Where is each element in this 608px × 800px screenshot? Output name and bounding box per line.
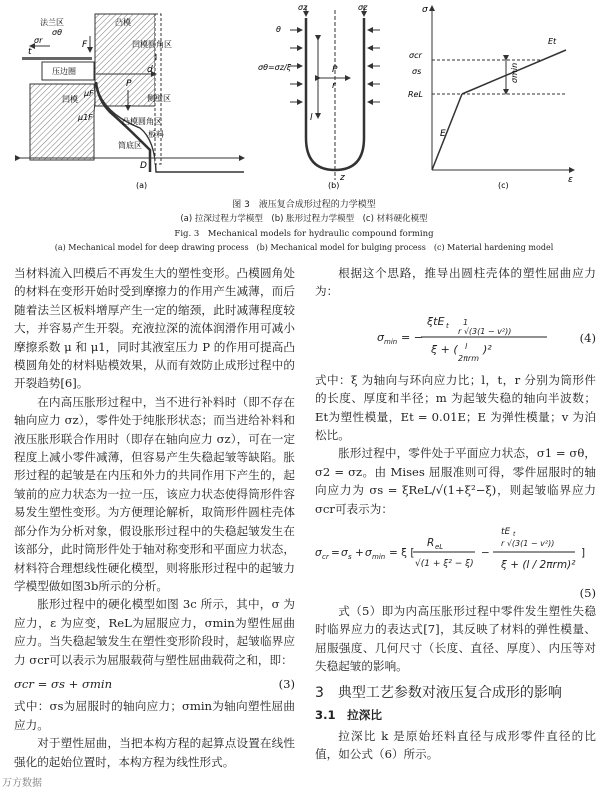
svg-text:+: + — [355, 547, 364, 560]
equation-5 — [315, 520, 596, 586]
label-t: t — [28, 47, 32, 57]
svg-text:t: t — [446, 321, 449, 330]
label-flange: 法兰区 — [40, 18, 64, 27]
punch-shape — [95, 14, 155, 106]
subfigure-b-tag: (b) — [328, 181, 340, 190]
subfigure-a — [20, 14, 244, 190]
svg-text:ξ + (: ξ + ( — [431, 342, 458, 356]
equation-4-render — [315, 305, 596, 369]
subfigure-a-tag: (a) — [136, 181, 148, 190]
caption-en-title: Fig. 3 Mechanical models for hydraulic compound forming — [174, 229, 434, 239]
label-P-b: P — [332, 65, 338, 75]
label-epsilon: ε — [568, 175, 573, 185]
right-paragraph-3: 胀形过程中，零件处于平面应力状态，σ1 = σθ，σ2 = σz。由 Mises 屈服准则可得，零件屈服时的轴向应力为 σs = ξReL/√(1+ξ²−ξ)，则起皱临界应力 σcr可表示为： — [315, 446, 596, 516]
label-theta: θ — [276, 25, 281, 34]
equation-3: σcr = σs + σmin — [14, 676, 113, 691]
left-column — [14, 264, 295, 771]
left-paragraph-5: 对于塑性屈曲，当把本构方程的起算点设置在线性强化的起始位置时，本构方程为线性形式。 — [14, 736, 295, 769]
equation-4 — [315, 305, 596, 369]
svg-text:ξtE: ξtE — [427, 314, 445, 328]
left-paragraph-1: 当材料流入凹模后不再发生大的塑性变形。凸模圆角处的材料在变形开始时受到摩擦力的作用产生减薄，而后随着法兰区板料增厚产生一定的缩颈，此时减薄程度较大，并容易产生开裂。充液拉深的流体润滑作用可减小摩擦系数 μ 和 μ1，同时其液室压力 P 的作用可提高凸模圆角处的材料贴模效果，从而有效防止成形过程中的开裂趋势[6]。 — [14, 266, 295, 391]
subfigure-c — [408, 5, 574, 190]
svg-text:σ: σ — [341, 547, 348, 560]
svg-text:R: R — [427, 537, 435, 550]
label-die-corner: 凹模圆角区 — [132, 40, 172, 49]
svg-text:σ: σ — [377, 330, 384, 344]
label-sheet: 板料 — [148, 130, 164, 139]
svg-text:)²: )² — [483, 342, 492, 356]
label-die: 凹模 — [62, 95, 78, 104]
caption-zh-title: 图 3 液压复合成形过程的力学模型 — [232, 200, 376, 210]
svg-text:=: = — [331, 547, 340, 560]
svg-text:min: min — [372, 553, 386, 562]
label-z: z — [340, 173, 345, 183]
caption-en-sub: (a) Mechanical model for deep drawing process (b) Mechanical model for bulging process (c) Material hardening model — [54, 243, 554, 252]
right-column — [315, 264, 596, 763]
svg-text:= ξ [: = ξ [ — [389, 547, 415, 560]
svg-text:l: l — [465, 341, 468, 351]
label-bottom: 筒底区 — [118, 141, 142, 150]
svg-text:√(1 + ξ² − ξ): √(1 + ξ² − ξ) — [415, 559, 474, 570]
svg-text:1: 1 — [463, 317, 469, 327]
caption-zh-sub: (a) 拉深过程力学模型 (b) 胀形过程力学模型 (c) 材料硬化模型 — [180, 214, 428, 224]
label-sigma-min: σmin — [510, 62, 519, 83]
label-sigma-z-right: σz — [358, 3, 368, 12]
label-F: F — [82, 40, 88, 50]
label-muF: μF — [84, 89, 94, 98]
label-sigma-cr: σcr — [409, 51, 422, 60]
subfigure-c-tag: (c) — [498, 181, 509, 190]
right-paragraph-4: 式（5）即为内高压胀形过程中零件发生塑性失稳时临界应力的表达式[7]，其反映了材料的弹性模量、屈服强度、几何尺寸（长度、直径、厚度）、内压等对失稳起皱的影响。 — [315, 604, 596, 674]
subsection-3-1-title: 3.1 拉深比 — [315, 708, 382, 723]
subfigure-b — [258, 3, 380, 190]
sheet-flange — [22, 57, 92, 60]
label-ReL: ReL — [408, 90, 423, 99]
equation-5-number: (5) — [579, 586, 596, 601]
label-sigma-c: σ — [422, 5, 428, 15]
svg-text:eL: eL — [435, 543, 444, 552]
label-Et: Et — [548, 37, 557, 46]
left-paragraph-4: 式中：σs为屈服时的轴向应力；σmin为轴向塑性屈曲应力。 — [14, 699, 295, 732]
label-d: d — [147, 65, 153, 75]
svg-text:r √(3(1 − v²)): r √(3(1 − v²)) — [458, 326, 512, 336]
label-sigma-theta-b: σθ=σz/ξ — [258, 63, 292, 72]
label-sigma-z-left: σz — [298, 3, 308, 12]
svg-text:ξ + (l / 2πrm)²: ξ + (l / 2πrm)² — [501, 559, 576, 572]
svg-text:σ: σ — [315, 547, 322, 560]
label-D: D — [140, 161, 147, 171]
label-mu1F: μ1F — [78, 113, 93, 122]
label-blank-holder: 压边圈 — [52, 67, 76, 76]
svg-text:2πrm: 2πrm — [458, 353, 479, 363]
section-3-title: 3 典型工艺参数对液压复合成形的影响 — [315, 684, 562, 701]
label-r: r — [332, 81, 336, 91]
elastic-line — [432, 94, 462, 170]
watermark: 万方数据 — [2, 778, 42, 789]
right-paragraph-2: 式中：ξ 为轴向与环向应力比；l，t，r 分别为筒形件的长度、厚度和半径；m 为起皱失稳的轴向半波数；Et为塑性模量，Et = 0.01E；E 为弹性模量；v 为泊松比。 — [315, 372, 596, 443]
left-paragraph-3: 胀形过程中的硬化模型如图 3c 所示，其中，σ 为应力，ε 为应变，ReL为屈服应力，σmin为塑性屈曲应力。当失稳起皱发生在塑性变形阶段时，起皱临界应力 σcr可以表示为屈服载荷与塑性屈曲载荷之和，即： — [14, 597, 295, 667]
label-P: P — [126, 79, 132, 89]
svg-text:tE: tE — [501, 527, 511, 538]
equation-4-number: (4) — [579, 330, 596, 345]
label-E: E — [440, 129, 446, 139]
label-sigma-theta: σθ — [52, 28, 62, 37]
right-paragraph-1: 根据这个思路，推导出圆柱壳体的塑性屈曲应力为： — [315, 266, 596, 299]
svg-text:s: s — [348, 553, 352, 562]
label-sidewall: 侧壁区 — [147, 94, 171, 103]
label-punch: 凸模 — [115, 18, 131, 27]
label-l: l — [310, 113, 313, 123]
label-sigma-r: σr — [34, 36, 43, 45]
equation-3-number: (3) — [278, 676, 295, 691]
right-paragraph-5: 拉深比 k 是原始坯料直径与成形零件直径的比值，如公式（6）所示。 — [315, 728, 596, 761]
svg-text:r √(3(1 − v²)): r √(3(1 − v²)) — [501, 539, 555, 549]
figure-3 — [0, 0, 608, 200]
svg-text:−: − — [481, 547, 490, 560]
left-paragraph-2: 在内高压胀形过程中，当不进行补料时（即不存在轴向应力 σz），零件处于纯胀形状态；而当进给补料和液压胀形联合作用时（即存在轴向应力 σz），可在一定程度上减小零件减薄，但容易产生失稳起皱等缺陷。胀形过程的起皱是在内压和外力的共同作用下产生的，起皱前的应力状态为一拉一压，该应力状态使得筒形件容易发生塑性变形。为方便理论解析，取筒形件圆柱壳体部分作为分析对象，假设胀形过程中的失稳起皱发生在该部分，此时筒形件处于轴对称变形和平面应力状态，材料符合理想线性硬化模型，则将胀形过程中的起皱力学模型做如图3b所示的分析。 — [14, 394, 295, 593]
label-sigma-s: σs — [412, 67, 422, 76]
svg-text:= −: = − — [401, 330, 423, 344]
label-punch-corner: 凸模圆角区 — [122, 117, 162, 126]
svg-text:]: ] — [581, 547, 586, 560]
svg-text:min: min — [384, 337, 398, 346]
svg-text:σ: σ — [365, 547, 372, 560]
svg-text:t: t — [513, 531, 516, 539]
svg-text:cr: cr — [322, 553, 329, 562]
equation-5-render — [315, 520, 596, 586]
